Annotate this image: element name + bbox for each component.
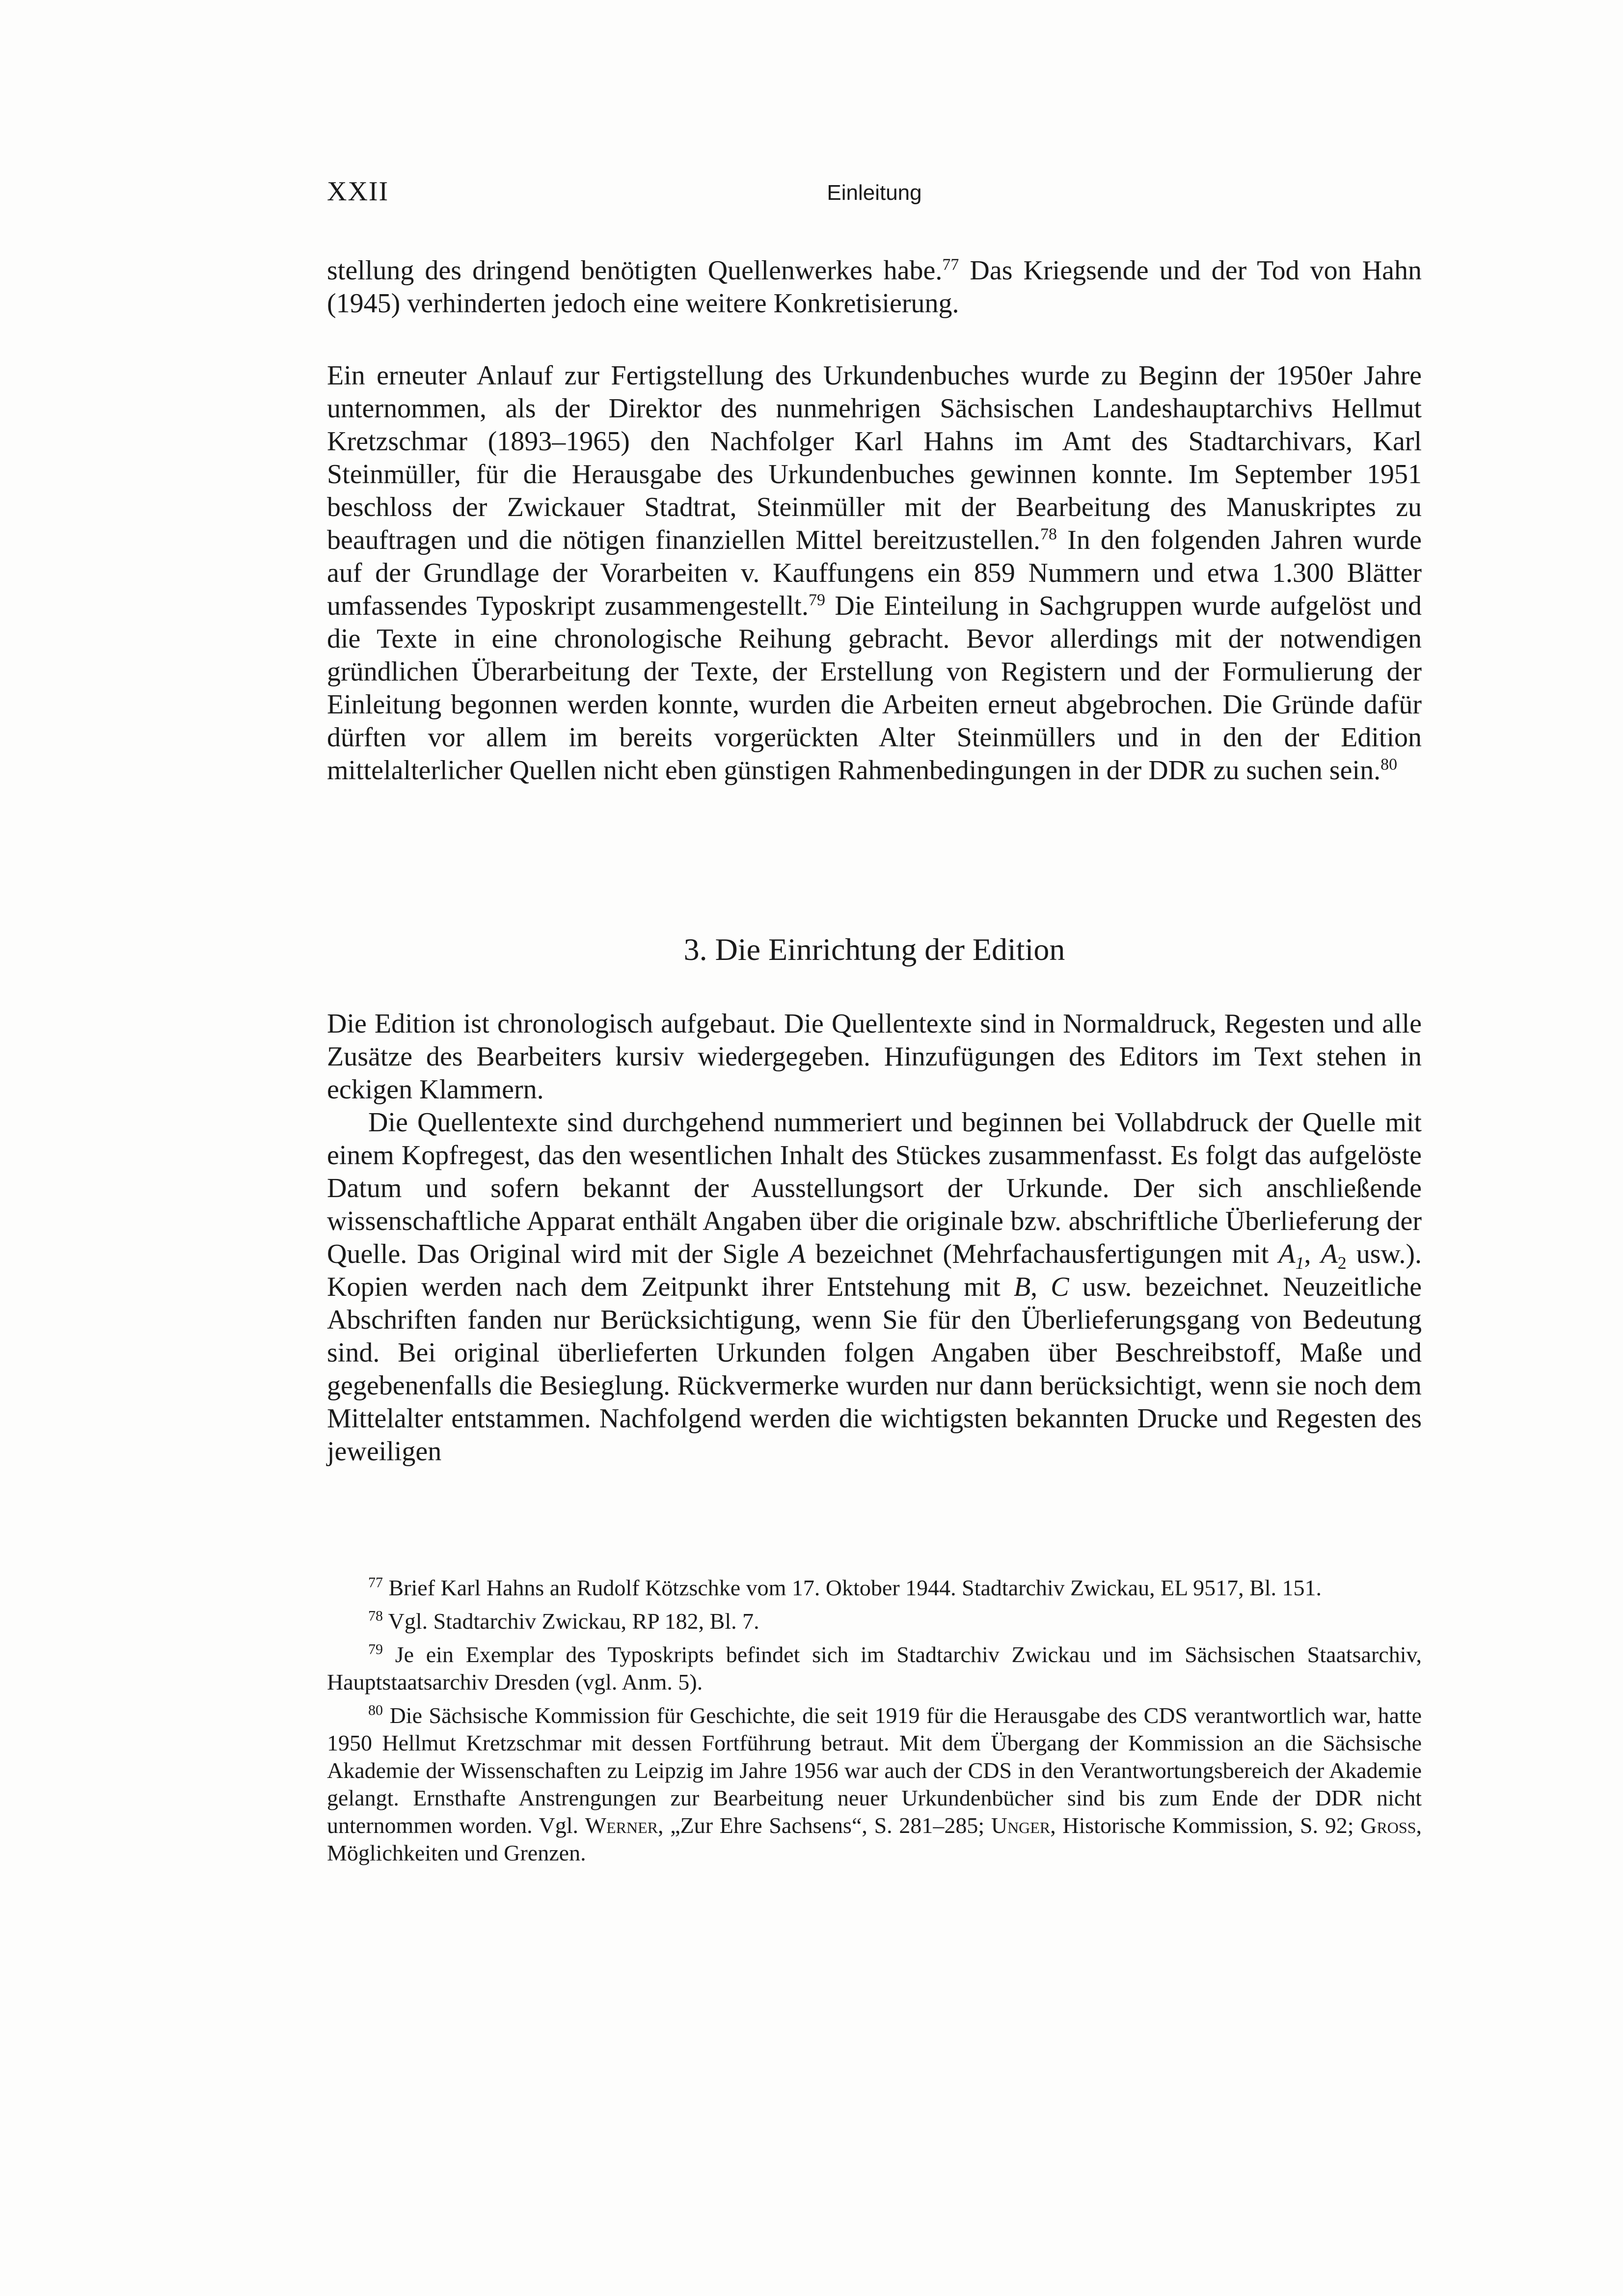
footnote-ref-77[interactable]: 77 — [942, 255, 959, 274]
footnote-79 — [327, 1641, 1422, 1696]
paragraph-structure: Die Edition ist chronologisch aufgebaut. Die Quellentexte sind in Normaldruck, Regesten und alle Zusätze des Bearbeiters kursiv wiedergegeben. Hinzufügungen des Editors im Text stehen in eckigen Klammern. — [327, 1009, 1422, 1105]
text-run: usw. bezeichnet. Neuzeitliche Abschriften fanden nur Berücksichtigung, wenn Sie für den Überlieferungsgang von Bedeutung sind. Bei original überlieferten Urkunden folgen Angaben über Beschreibstoff, Maße und gegebenenfalls die Besieglung. Rückvermerke wurden nur dann berücksichtigt, wenn sie noch dem Mittelalter entstammen. Nachfolgend werden die wichtigsten bekannten Drucke und Regesten des jeweiligen — [327, 1272, 1422, 1467]
sigle-c: C — [1051, 1272, 1069, 1302]
paragraph-continuation — [327, 254, 1422, 320]
sigle-a: A — [788, 1239, 806, 1269]
footnote-77 — [327, 1574, 1422, 1602]
text-run: usw.). Kopien werden nach dem Zeitpunkt ihrer Entstehung mit — [327, 1239, 1422, 1302]
running-title: Einleitung — [827, 181, 922, 205]
footnote-number: 78 — [368, 1608, 383, 1624]
footnote-ref-79[interactable]: 79 — [809, 591, 825, 609]
page-number: XXII — [327, 176, 389, 207]
footnote-text: Je ein Exemplar des Typoskripts befindet sich im Stadtarchiv Zwickau und im Sächsischen Staatsarchiv, Hauptstaatsarchiv Dresden (vgl. Anm. 5). — [327, 1642, 1422, 1695]
footnote-text: , „Zur Ehre Sachsens“, S. 281–285; — [658, 1813, 991, 1838]
text-run: Die Quellentexte sind durchgehend nummeriert und beginnen bei Vollabdruck der Quelle mit einem Kopfregest, das den wesentlichen Inhalt des Stückes zusammenfasst. Es folgt das aufgelöste Datum und sofern bekannt der Ausstellungsort der Urkunde. Der sich anschließende wissenschaftliche Apparat enthält Angaben über die originale bzw. abschriftliche Überlieferung der Quelle. Das Original wird mit der Sigle — [327, 1107, 1422, 1269]
sigle-a2: A — [1321, 1239, 1338, 1269]
footnote-text: Die Sächsische Kommission für Geschichte, die seit 1919 für die Herausgabe des CDS verantwortlich war, hatte 1950 Hellmut Kretzschmar mit dessen Fortführung betraut. Mit dem Übergang der Kommission an die Sächsische Akademie der Wissenschaften zu Leipzig im Jahre 1956 war auch der CDS in den Verantwortungsbereich der Akademie gelangt. Ernsthafte Anstrengungen zur Bearbeitung neuer Urkundenbücher sind bis zum Ende der DDR nicht unternommen worden. Vgl. — [327, 1703, 1422, 1838]
author-unger: Unger — [991, 1813, 1051, 1838]
paragraph-apparatus — [327, 1106, 1422, 1468]
text-run: Das Kriegsende und der Tod von Hahn (1945) verhinderten jedoch eine weitere Konkretisierung. — [327, 255, 1422, 319]
sigle-b: B — [1013, 1272, 1031, 1302]
text-run: , — [1304, 1239, 1321, 1269]
footnotes — [327, 1574, 1422, 1873]
author-werner: Werner — [585, 1813, 658, 1838]
sigle-a1: A — [1278, 1239, 1296, 1269]
footnote-number: 79 — [368, 1641, 383, 1658]
footnote-78 — [327, 1608, 1422, 1635]
subscript-1: 1 — [1295, 1253, 1304, 1273]
text-run: Ein erneuter Anlauf zur Fertigstellung des Urkundenbuches wurde zu Beginn der 1950er Jahre unternommen, als der Direktor des nunmehrigen Sächsischen Landeshauptarchivs Hellmut Kretzschmar (1893–1965) den Nachfolger Karl Hahns im Amt des Stadtarchivars, Karl Steinmüller, für die Herausgabe des Urkundenbuches gewinnen konnte. Im September 1951 beschloss der Zwickauer Stadtrat, Steinmüller mit der Bearbeitung des Manuskriptes zu beauftragen und die nötigen finanziellen Mittel bereitzustellen. — [327, 360, 1422, 555]
text-run: bezeichnet (Mehrfachausfertigungen mit — [806, 1239, 1279, 1269]
footnote-text: Brief Karl Hahns an Rudolf Kötzschke vom 17. Oktober 1944. Stadtarchiv Zwickau, EL 9517, Bl. 151. — [383, 1575, 1322, 1600]
paragraph-history — [327, 359, 1422, 787]
text-run: Die Einteilung in Sachgruppen wurde aufgelöst und die Texte in eine chronologische Reihung gebracht. Bevor allerdings mit der notwendigen gründlichen Überarbeitung der Texte, der Erstellung von Registern und der Formulierung der Einleitung begonnen werden konnte, wurden die Arbeiten erneut abgebrochen. Die Gründe dafür dürften vor allem im bereits vorgerückten Alter Steinmüllers und in den der Edition mittelalterlicher Quellen nicht eben günstigen Rahmenbedingungen in der DDR zu suchen sein. — [327, 591, 1422, 786]
footnote-text: Vgl. Stadtarchiv Zwickau, RP 182, Bl. 7. — [383, 1609, 759, 1634]
footnote-number: 80 — [368, 1702, 383, 1719]
text-run: In den folgenden Jahren wurde auf der Grundlage der Vorarbeiten v. Kauffungens ein 859 Nummern und etwa 1.300 Blätter umfassendes Typoskript zusammengestellt. — [327, 525, 1422, 621]
footnote-text: , Historische Kommission, S. 92; — [1050, 1813, 1361, 1838]
section-heading: 3. Die Einrichtung der Edition — [683, 932, 1065, 967]
text-run: stellung des dringend benötigten Quellenwerkes habe. — [327, 255, 943, 286]
author-gross: Groß — [1360, 1813, 1416, 1838]
footnote-ref-78[interactable]: 78 — [1040, 525, 1057, 544]
footnote-ref-80[interactable]: 80 — [1380, 755, 1398, 774]
text-run: , — [1030, 1272, 1051, 1302]
footnote-number: 77 — [368, 1574, 383, 1591]
footnote-80 — [327, 1702, 1422, 1867]
subscript-2: 2 — [1337, 1253, 1347, 1273]
running-head — [327, 172, 1422, 211]
section-body — [327, 1008, 1422, 1468]
footnote-text: , Möglichkeiten und Grenzen. — [327, 1813, 1422, 1865]
